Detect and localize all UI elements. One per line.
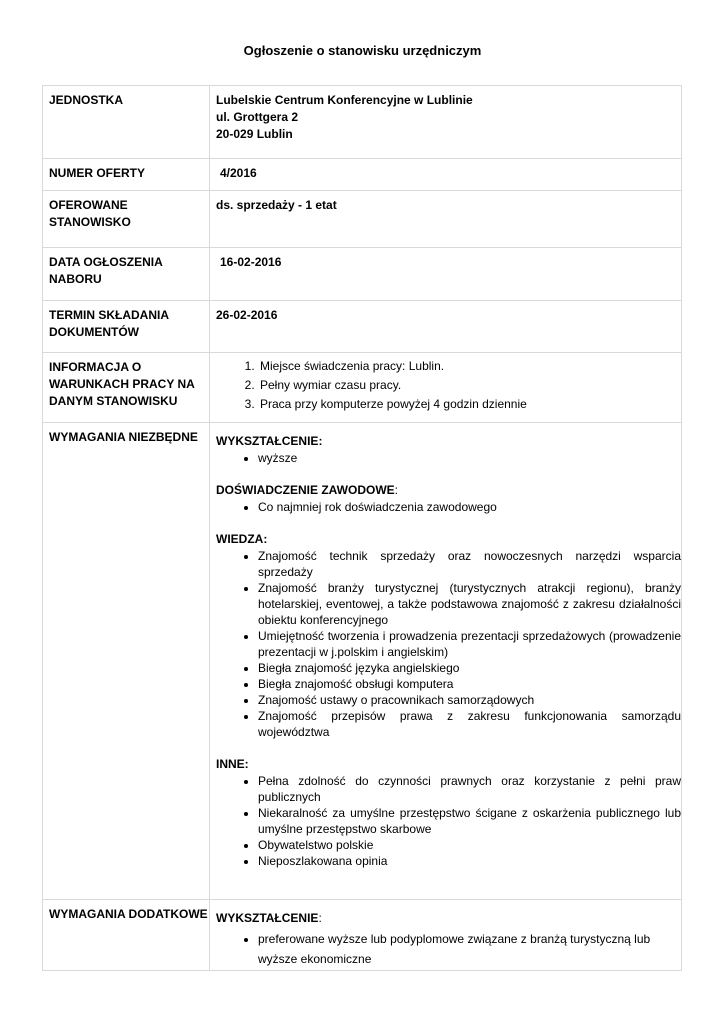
- list-item: • Znajomość przepisów prawa z zakresu funkcjonowania samorządu województwa: [258, 708, 681, 740]
- wyksztalcenie-list: [216, 450, 681, 466]
- row-jednostka: [43, 86, 682, 159]
- list-item: 2. Pełny wymiar czasu pracy.: [258, 376, 681, 395]
- list-item: • wyższe: [258, 450, 681, 466]
- value-stanowisko: ds. sprzedaży - 1 etat: [210, 191, 682, 248]
- label-stanowisko: OFEROWANE STANOWISKO: [43, 191, 210, 248]
- row-informacja: [43, 353, 682, 423]
- list-item: • Biegła znajomość obsługi komputera: [258, 676, 681, 692]
- section-dodatkowe-wyksztalcenie-head: [216, 910, 681, 927]
- label-informacja-line3: DANYM STANOWISKU: [49, 394, 178, 408]
- list-item: 3. Praca przy komputerze powyżej 4 godzin dziennie: [258, 395, 681, 414]
- list-item: 1. Miejsce świadczenia pracy: Lublin.: [258, 357, 681, 376]
- dodatkowe-wyksztalcenie-colon: :: [318, 911, 322, 925]
- value-niezbedne: [210, 423, 682, 900]
- section-wyksztalcenie-head: WYKSZTAŁCENIE:: [216, 434, 323, 448]
- list-item: • Nieposzlakowana opinia: [258, 853, 681, 869]
- section-inne-head: INNE:: [216, 757, 249, 771]
- row-data: [43, 248, 682, 301]
- list-item: • Znajomość branży turystycznej (turystycznych atrakcji regionu), branży hotelarskiej, eventowej, a także podstawowa znajomość z zakresu działalności obiektu konferencyjnego: [258, 580, 681, 628]
- jednostka-name: Lubelskie Centrum Konferencyjne w Lublinie: [216, 93, 473, 107]
- list-item: • Umiejętność tworzenia i prowadzenia prezentacji sprzedażowych (prowadzenie prezentacji w j.polskim i angielskim): [258, 628, 681, 660]
- list-item: • preferowane wyższe lub podyplomowe związane z branżą turystyczną lub wyższe ekonomiczne: [258, 929, 681, 969]
- list-item: • Biegła znajomość języka angielskiego: [258, 660, 681, 676]
- label-informacja: [43, 353, 210, 423]
- row-numer: [43, 159, 682, 191]
- label-termin-line1: TERMIN SKŁADANIA: [49, 308, 169, 322]
- value-numer: 4/2016: [210, 159, 682, 191]
- doswiadczenie-colon: :: [394, 483, 399, 497]
- dodatkowe-list: [216, 929, 681, 969]
- jednostka-city: 20-029 Lublin: [216, 127, 293, 141]
- section-wiedza-head: WIEDZA:: [216, 532, 268, 546]
- list-item: • Pełna zdolność do czynności prawnych oraz korzystanie z pełni praw publicznych: [258, 773, 681, 805]
- value-termin: 26-02-2016: [210, 301, 682, 353]
- list-item: • Obywatelstwo polskie: [258, 837, 681, 853]
- doswiadczenie-list: [216, 499, 681, 515]
- label-informacja-line1: INFORMACJA O: [49, 360, 142, 374]
- row-niezbedne: [43, 423, 682, 900]
- label-data: DATA OGŁOSZENIA NABORU: [43, 248, 210, 301]
- list-item: • Znajomość technik sprzedaży oraz nowoczesnych narzędzi wsparcia sprzedaży: [258, 548, 681, 580]
- list-item: • Niekaralność za umyślne przestępstwo ścigane z oskarżenia publicznego lub umyślne przestępstwo skarbowe: [258, 805, 681, 837]
- dodatkowe-wyksztalcenie-title: WYKSZTAŁCENIE: [216, 911, 319, 925]
- work-conditions-list: [216, 357, 681, 414]
- value-jednostka: [210, 86, 682, 159]
- list-item: • Co najmniej rok doświadczenia zawodowego: [258, 499, 681, 515]
- label-niezbedne: WYMAGANIA NIEZBĘDNE: [43, 423, 210, 900]
- doswiadczenie-title: DOŚWIADCZENIE ZAWODOWE: [216, 483, 395, 497]
- label-dodatkowe: WYMAGANIA DODATKOWE: [43, 900, 210, 971]
- wiedza-list: [216, 548, 681, 740]
- section-doswiadczenie-head: [216, 482, 681, 499]
- value-dodatkowe: [210, 900, 682, 971]
- row-stanowisko: [43, 191, 682, 248]
- value-informacja: [210, 353, 682, 423]
- offer-table: [42, 85, 682, 971]
- list-item: • Znajomość ustawy o pracownikach samorządowych: [258, 692, 681, 708]
- row-dodatkowe: [43, 900, 682, 971]
- value-data: 16-02-2016: [210, 248, 682, 301]
- row-termin: [43, 301, 682, 353]
- page-title: Ogłoszenie o stanowisku urzędniczym: [243, 43, 482, 58]
- label-numer: NUMER OFERTY: [43, 159, 210, 191]
- label-termin: [43, 301, 210, 353]
- label-jednostka: JEDNOSTKA: [43, 86, 210, 159]
- label-termin-line2: DOKUMENTÓW: [49, 325, 139, 339]
- inne-list: [216, 773, 681, 869]
- jednostka-street: ul. Grottgera 2: [216, 110, 299, 124]
- label-informacja-line2: WARUNKACH PRACY NA: [49, 377, 195, 391]
